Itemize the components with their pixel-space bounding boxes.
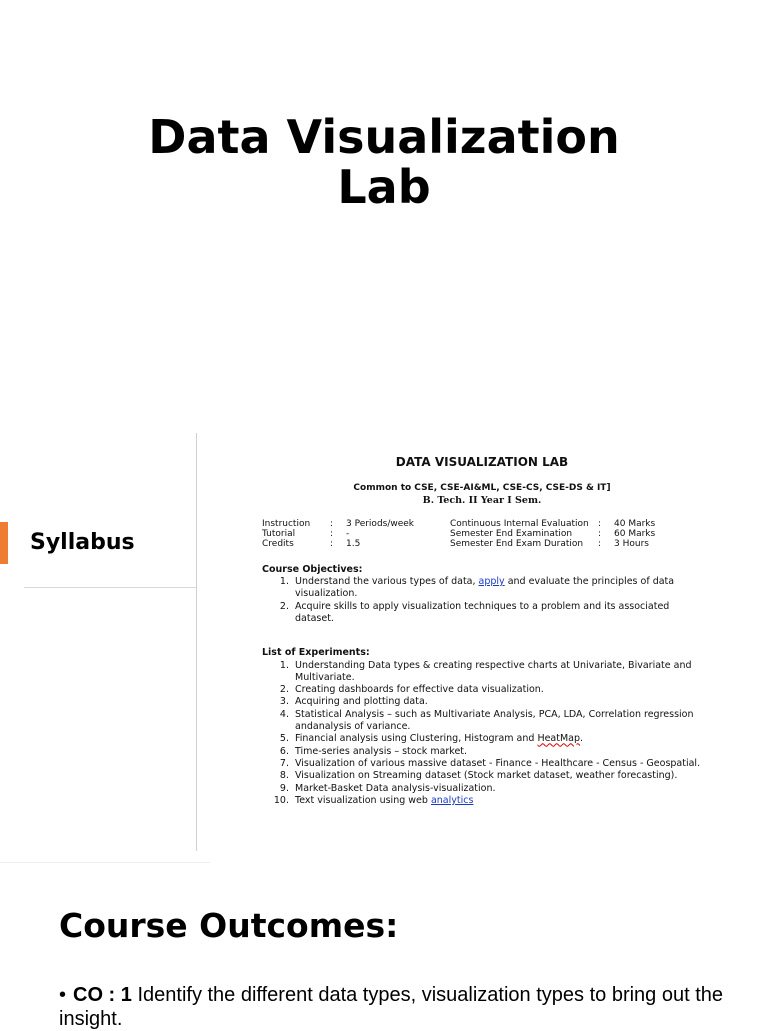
course-outcomes-title: Course Outcomes: (59, 906, 399, 945)
info-key: Tutorial (262, 529, 296, 540)
doc-title: DATA VISUALIZATION LAB (395, 455, 569, 469)
co-label: CO : 1 (73, 984, 132, 1006)
info-value: - (346, 529, 350, 540)
accent-bar (0, 522, 8, 564)
slide-title (0, 112, 768, 212)
info-sep: : (330, 518, 334, 529)
info-sep: : (598, 529, 602, 540)
bullet: • (59, 984, 67, 1006)
bottom-divider (0, 862, 210, 863)
list-item: 2. Acquire skills to apply visualization techniques to a problem and its associated dataset. (292, 601, 702, 626)
sidebar-title: Syllabus (30, 530, 135, 555)
list-item: 3. Acquiring and plotting data. (292, 696, 702, 708)
info-key: Instruction (262, 518, 311, 529)
vertical-divider (196, 433, 197, 851)
info-key: Semester End Exam Duration (450, 539, 584, 550)
co-text: Identify the different data types, visualization types to bring out the insight. (59, 984, 724, 1030)
info-key: Semester End Examination (450, 529, 573, 540)
experiments-list (262, 660, 702, 808)
list-item: 6. Time-series analysis – stock market. (292, 746, 702, 758)
list-item: 1. Understanding Data types & creating respective charts at Univariate, Bivariate and Multivariate. (292, 660, 702, 685)
title-line-1: Data Visualization (148, 110, 620, 164)
objectives-list (262, 576, 702, 625)
list-item: 7. Visualization of various massive dataset - Finance - Healthcare - Census - Geospatial. (292, 758, 702, 770)
info-sep: : (330, 529, 334, 540)
info-key: Credits (262, 539, 294, 550)
sidebar-divider (24, 587, 196, 588)
info-value: 3 Periods/week (346, 518, 415, 529)
list-item: 8. Visualization on Streaming dataset (Stock market dataset, weather forecasting). (292, 770, 702, 782)
list-item: 9. Market-Basket Data analysis-visualization. (292, 783, 702, 795)
info-sep: : (330, 539, 334, 550)
experiments-heading: List of Experiments: (262, 647, 370, 659)
course-info-grid (262, 519, 702, 550)
doc-subtitle-2: B. Tech. II Year I Sem. (422, 494, 542, 506)
info-value: 1.5 (346, 539, 361, 550)
list-item: 5. Financial analysis using Clustering, Histogram and HeatMap. (292, 733, 702, 745)
info-value: 40 Marks (614, 518, 656, 529)
list-item: 2. Creating dashboards for effective data visualization. (292, 684, 702, 696)
list-item: 4. Statistical Analysis – such as Multivariate Analysis, PCA, LDA, Correlation regression andanalysis of variance. (292, 709, 702, 734)
syllabus-document (262, 456, 702, 807)
info-key: Continuous Internal Evaluation (450, 518, 589, 529)
doc-subtitle: Common to CSE, CSE-AI&ML, CSE-CS, CSE-DS & IT] (353, 483, 611, 494)
info-value: 3 Hours (614, 539, 649, 550)
info-value: 60 Marks (614, 529, 656, 540)
info-sep: : (598, 518, 602, 529)
objectives-heading: Course Objectives: (262, 563, 363, 575)
title-line-2: Lab (337, 160, 431, 214)
list-item: 1. Understand the various types of data, apply and evaluate the principles of data visualization. (292, 576, 702, 601)
list-item: 10. Text visualization using web analytics (292, 795, 702, 807)
info-sep: : (598, 539, 602, 550)
